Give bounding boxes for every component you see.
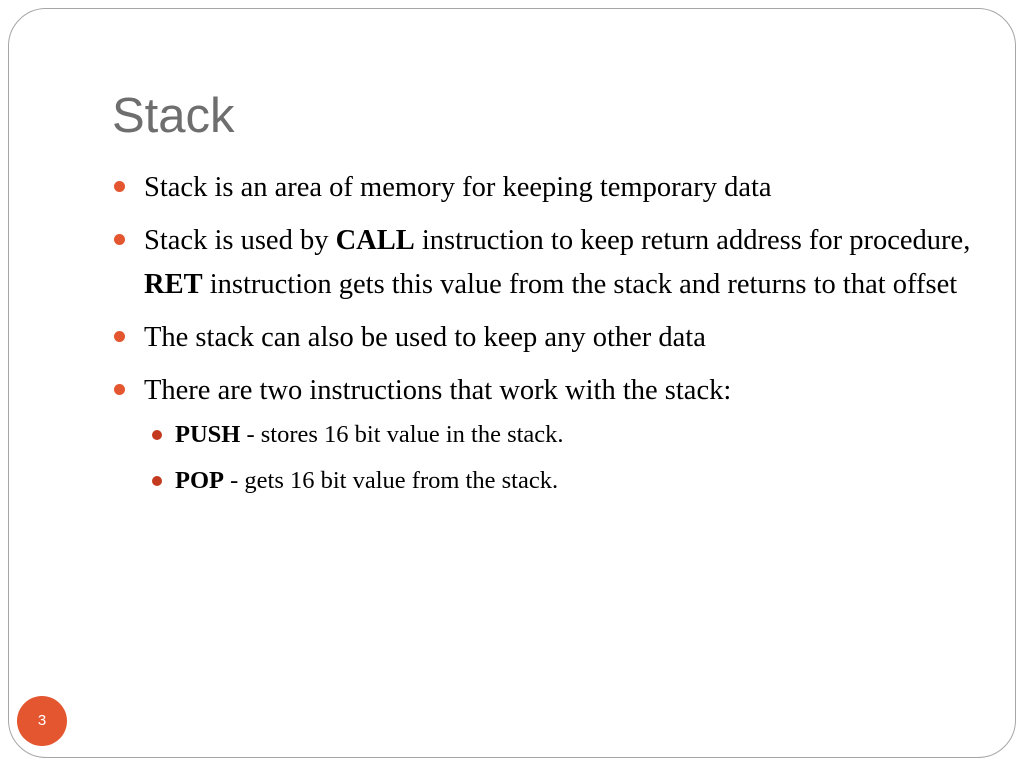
keyword-ret: RET [144,269,203,300]
sub-bullet-text: - stores 16 bit value in the stack. [240,421,564,448]
bullet-text: instruction gets this value from the stack and returns to that offset [202,269,958,300]
bullet-item-3 [113,316,973,360]
bullet-dot-icon [114,181,125,192]
keyword-call: CALL [335,225,415,256]
sub-bullet-pop [113,463,973,499]
bullet-dot-icon [114,384,125,395]
bullet-item-4 [113,369,973,413]
sub-bullet-push [113,417,973,453]
bullet-text: Stack is used by [144,225,336,256]
bullet-text: instruction to keep return address for procedure, [414,225,971,256]
bullet-text: The stack can also be used to keep any other data [144,322,706,353]
sub-bullet-text: - gets 16 bit value from the stack. [224,467,559,494]
slide-body [113,166,973,509]
keyword-pop: POP [175,467,224,494]
bullet-text: Stack is an area of memory for keeping temporary data [144,172,772,203]
bullet-dot-icon [114,331,125,342]
keyword-push: PUSH [175,421,241,448]
page-number-badge: 3 [17,696,67,746]
bullet-item-2 [113,219,973,307]
slide-title: Stack [112,89,235,143]
bullet-dot-icon [114,234,125,245]
bullet-item-1 [113,166,973,210]
sub-bullet-dot-icon [152,430,162,440]
bullet-text: There are two instructions that work with the stack: [144,375,732,406]
sub-bullet-dot-icon [152,476,162,486]
